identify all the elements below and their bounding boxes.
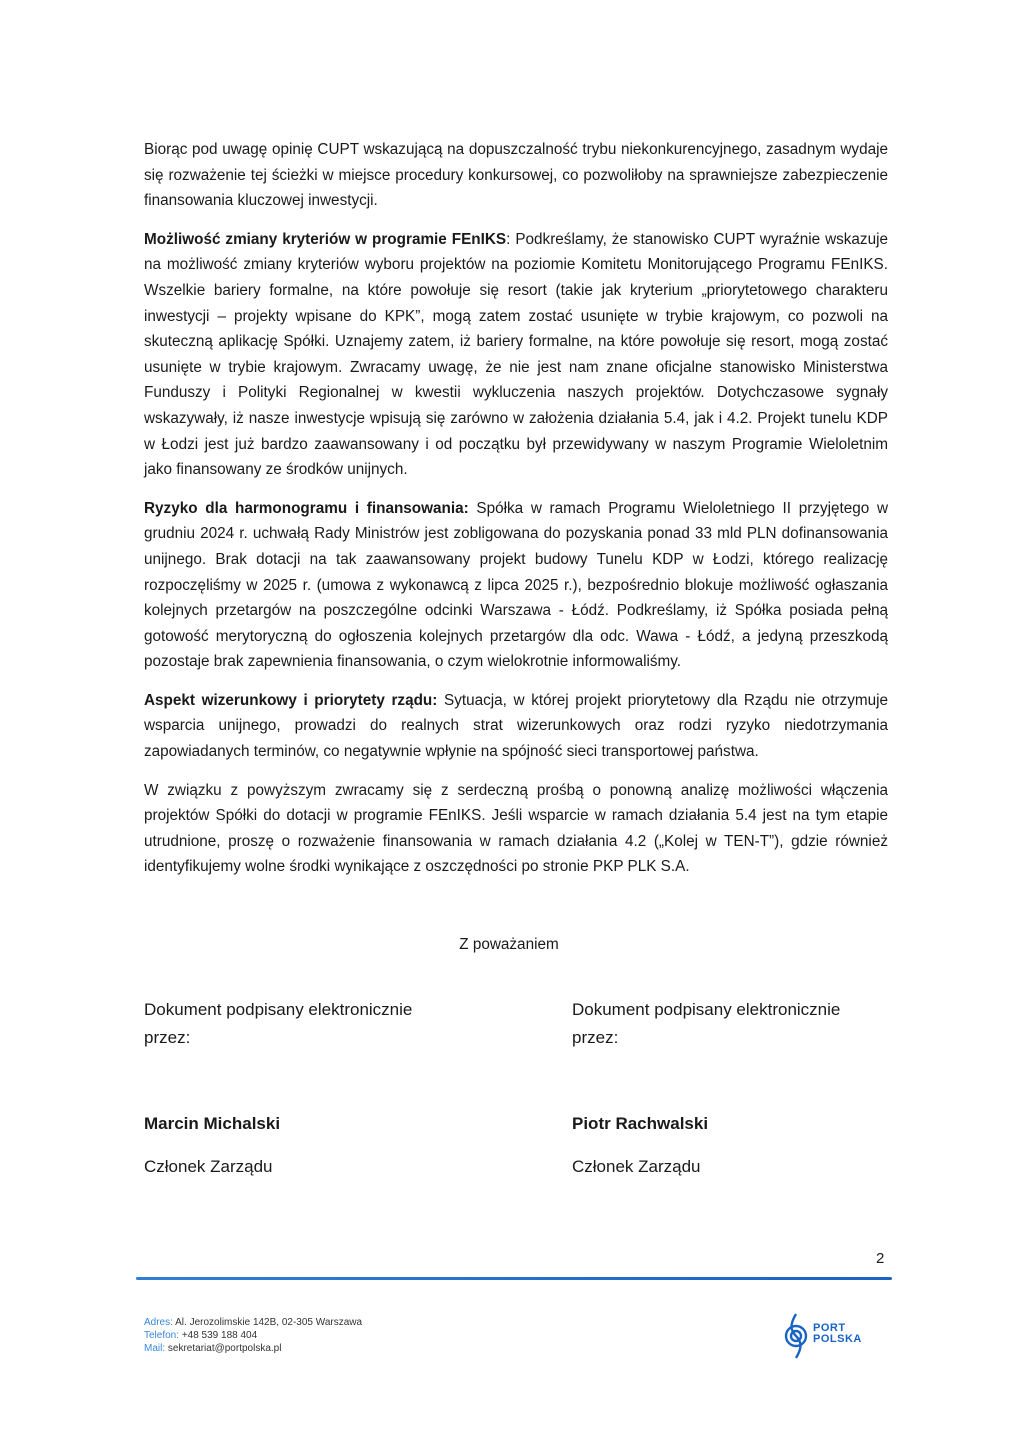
signature-title: Dokument podpisany elektronicznie przez: — [144, 1000, 413, 1047]
paragraph-cupt-opinion: Biorąc pod uwagę opinię CUPT wskazującą na dopuszczalność trybu niekonkurencyjnego, zasadnym wydaje się rozważenie tej ścieżki w miejsce procedury konkursowej, co pozwoliłoby na sprawniejsze zabezpieczenie finansowania kluczowej inwestycji. — [144, 141, 888, 210]
port-polska-logo — [780, 1312, 870, 1360]
signatory-name: Piotr Rachwalski — [572, 1114, 709, 1133]
footer-contact — [144, 1316, 362, 1355]
signatory-role: Członek Zarządu — [572, 1157, 701, 1176]
page-number: 2 — [876, 1250, 885, 1267]
paragraph-heading: Aspekt wizerunkowy i priorytety rządu: — [144, 691, 438, 709]
letter-body — [144, 137, 888, 893]
signature-block-right — [572, 996, 872, 1176]
footer-address: Adres: Al. Jerozolimskie 142B, 02-305 Warszawa — [144, 1317, 363, 1328]
footer-divider — [136, 1277, 892, 1280]
signatory-name: Marcin Michalski — [144, 1114, 281, 1133]
signatory-role: Członek Zarządu — [144, 1157, 273, 1176]
footer-phone: Telefon: +48 539 188 404 — [144, 1330, 258, 1341]
signature-title: Dokument podpisany elektronicznie przez: — [572, 1000, 841, 1047]
paragraph-schedule-risk: Ryzyko dla harmonogramu i finansowania: Spółka w ramach Programu Wieloletniego II przyjętego w grudniu 2024 r. uchwałą Rady Ministrów jest zobligowana do pozyskania ponad 33 mld PLN dofinansowania unijnego. Brak dotacji na tak zaawansowany projekt budowy Tunelu KDP w Łodzi, którego realizację rozpoczęliśmy w 2025 r. (umowa z wykonawcą z lipca 2025 r.), bezpośrednio blokuje możliwość ogłaszania kolejnych przetargów na poszczególne odcinki Warszawa - Łódź. Podkreślamy, iż Spółka posiada pełną gotowość merytoryczną do ogłoszenia kolejnych przetargów dla odc. Wawa - Łódź, a jedyną przeszkodą pozostaje brak zapewnienia finansowania, o czym wielokrotnie informowaliśmy. — [144, 499, 888, 671]
logo-mark-icon — [780, 1312, 812, 1360]
paragraph-request: W związku z powyższym zwracamy się z serdeczną prośbą o ponowną analizę możliwości włączenia projektów Spółki do dotacji w programie FEnIKS. Jeśli wsparcie w ramach działania 5.4 jest na tym etapie utrudnione, proszę o rozważenie finansowania w ramach działania 4.2 („Kolej w TEN-T”), gdzie również identyfikujemy wolne środki wynikające z oszczędności po stronie PKP PLK S.A. — [144, 781, 888, 876]
signature-block-left — [144, 996, 444, 1176]
closing-salutation: Z poważaniem — [459, 936, 559, 953]
logo-text: PORT POLSKA — [813, 1322, 862, 1345]
paragraph-image-aspect: Aspekt wizerunkowy i priorytety rządu: Sytuacja, w której projekt priorytetowy dla Rządu nie otrzymuje wsparcia unijnego, prowadzi do realnych strat wizerunkowych oraz rodzi ryzyko niedotrzymania zapowiadanych terminów, co negatywnie wpłynie na spójność sieci transportowej państwa. — [144, 691, 889, 761]
paragraph-heading: Możliwość zmiany kryteriów w programie FEnIKS — [144, 230, 507, 248]
paragraph-heading: Ryzyko dla harmonogramu i finansowania: — [144, 499, 469, 517]
footer-mail: Mail: sekretariat@portpolska.pl — [144, 1343, 282, 1354]
paragraph-criteria: Możliwość zmiany kryteriów w programie FEnIKS: Podkreślamy, że stanowisko CUPT wyraźnie wskazuje na możliwość zmiany kryteriów wyboru projektów na poziomie Komitetu Monitorującego Programu FEnIKS. Wszelkie bariery formalne, na które powołuje się resort (takie jak kryterium „priorytetowego charakteru inwestycji – projekty wpisane do KPK”, mogą zatem zostać usunięte w trybie krajowym, co pozwoli na skuteczną aplikację Spółki. Uznajemy zatem, iż bariery formalne, na które powołuje się resort, mogą zostać usunięte w trybie krajowym. Zwracamy uwagę, że nie jest nam znane oficjalne stanowisko Ministerstwa Funduszy i Polityki Regionalnej w kwestii wykluczenia naszych projektów. Dotychczasowe sygnały wskazywały, iż nasze inwestycje wpisują się zarówno w założenia działania 5.4, jak i 4.2. Projekt tunelu KDP w Łodzi jest już bardzo zaawansowany i od początku był przewidywany w naszym Programie Wieloletnim jako finansowany ze środków unijnych. — [144, 230, 888, 479]
